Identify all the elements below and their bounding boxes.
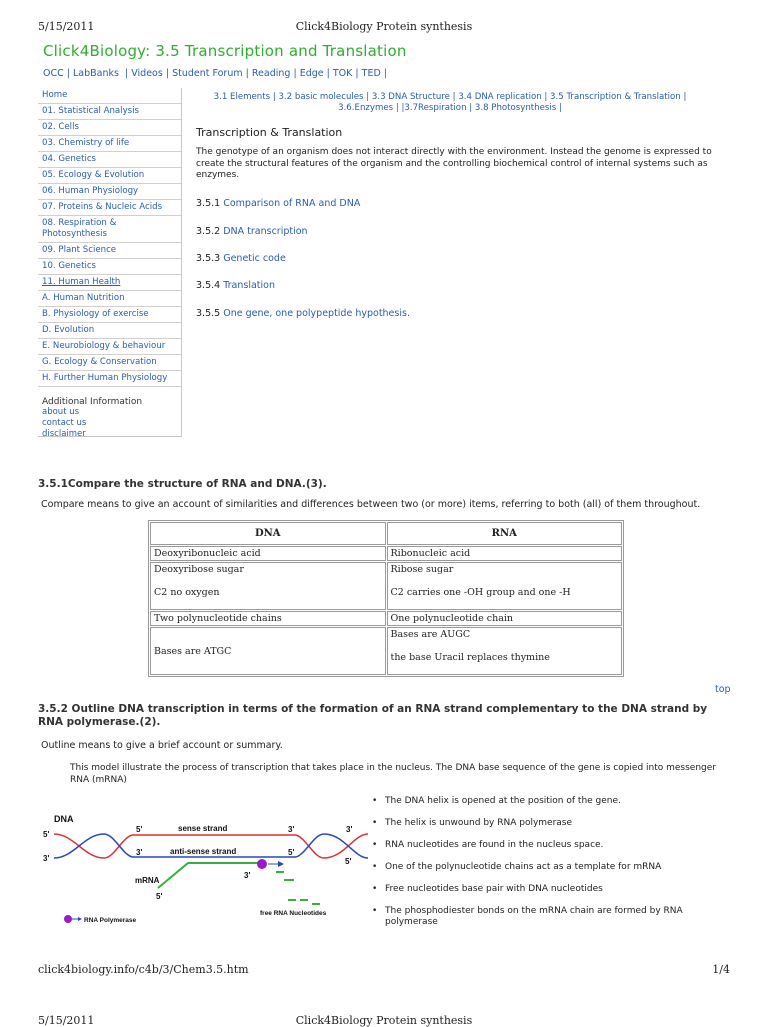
sidebar-item-neurobiology[interactable]: E. Neurobiology & behaviour [38, 339, 181, 355]
print-date: 5/15/2011 [38, 20, 95, 33]
dna-5prime-left: 5' [43, 830, 50, 839]
dna-label: DNA [54, 814, 74, 824]
dna-3prime-left: 3' [43, 854, 50, 863]
list-item: • The helix is unwound by RNA polymerase [370, 818, 720, 829]
rna-polymerase-dot [257, 859, 267, 869]
table-header-dna: DNA [150, 522, 386, 545]
nav-tok[interactable]: TOK [332, 68, 353, 79]
mrna-label: mRNA [135, 876, 160, 885]
legend-arrowhead [78, 917, 82, 921]
table-row [150, 627, 622, 675]
table-row [150, 546, 622, 561]
toc-number: 3.5.5 [196, 308, 221, 319]
sidebar [38, 88, 182, 437]
dna-5prime-right: 5' [345, 857, 352, 866]
footer-url: click4biology.info/c4b/3/Chem3.5.htm [38, 963, 249, 976]
sidebar-item-ecology-evolution[interactable]: 05. Ecology & Evolution [38, 168, 181, 184]
table-row [150, 611, 622, 626]
cell-line: Ribose sugar [390, 564, 454, 575]
table-header-row [150, 522, 622, 545]
sidebar-item-respiration-photosynthesis[interactable]: 08. Respiration & Photosynthesis [38, 216, 181, 243]
question-351-heading: 3.5.1Compare the structure of RNA and DNA.(3). [38, 478, 327, 490]
sense-3prime: 3' [288, 825, 295, 834]
toc-link-genetic-code[interactable]: Genetic code [223, 253, 286, 264]
sidebar-item-plant-science[interactable]: 09. Plant Science [38, 243, 181, 259]
next-page-title: Click4Biology Protein synthesis [295, 1014, 473, 1027]
sidebar-item-proteins-nucleic-acids[interactable]: 07. Proteins & Nucleic Acids [38, 200, 181, 216]
toc-item-2 [196, 226, 308, 237]
nav-ted[interactable]: TED [361, 68, 381, 79]
transcription-diagram [38, 808, 368, 928]
subnav-respiration[interactable]: 3.7Respiration [404, 103, 467, 113]
table-cell [387, 562, 623, 610]
sidebar-item-home[interactable]: Home [38, 88, 181, 104]
toc-link-transcription[interactable]: DNA transcription [223, 226, 308, 237]
sidebar-item-cells[interactable]: 02. Cells [38, 120, 181, 136]
toc-link-one-gene[interactable]: One gene, one polypeptide hypothesis. [223, 308, 410, 319]
footer-page-number: 1/4 [712, 963, 730, 976]
table-cell: Ribonucleic acid [387, 546, 623, 561]
subnav-dna-structure[interactable]: 3.3 DNA Structure [371, 92, 450, 102]
table-cell: Deoxyribonucleic acid [150, 546, 386, 561]
toc-item-4 [196, 280, 275, 291]
subnav-elements[interactable]: 3.1 Elements [213, 92, 271, 102]
chapter-navigation: 3.1 Elements | 3.2 basic molecules | 3.3 DNA Structure | 3.4 DNA replication | 3.5 Transcription & Translation | 3.6.Enzymes | |3.7Respiration | 3.8 Photosynthesis | [213, 92, 687, 113]
sidebar-item-evolution[interactable]: D. Evolution [38, 323, 181, 339]
table-cell [387, 627, 623, 675]
list-item: • The phosphodiester bonds on the mRNA chain are formed by RNA polymerase [370, 906, 720, 928]
sidebar-item-chemistry-of-life[interactable]: 03. Chemistry of life [38, 136, 181, 152]
mrna-5prime: 5' [156, 892, 163, 901]
toc-number: 3.5.3 [196, 253, 221, 264]
sidebar-item-genetics[interactable]: 04. Genetics [38, 152, 181, 168]
nav-reading[interactable]: Reading [251, 68, 291, 79]
section-heading: Transcription & Translation [196, 126, 343, 139]
sidebar-item-further-human-physiology[interactable]: H. Further Human Physiology [38, 371, 181, 387]
toc-number: 3.5.4 [196, 280, 221, 291]
intro-paragraph: The genotype of an organism does not interact directly with the environment. Instead the genome is expressed to create the structural features of the organism and the controlling biochemical control of internal systems such as enzymes. [196, 147, 712, 180]
antisense-5prime: 5' [288, 848, 295, 857]
outline-definition: Outline means to give a brief account or summary. [41, 740, 283, 751]
sidebar-item-human-health[interactable] [38, 275, 181, 291]
nav-student-forum[interactable]: Student Forum [172, 68, 243, 79]
disclaimer-link[interactable]: disclaimer [42, 429, 86, 439]
sidebar-item-human-nutrition[interactable]: A. Human Nutrition [38, 291, 181, 307]
sidebar-item-genetics-10[interactable]: 10. Genetics [38, 259, 181, 275]
cell-line: the base Uracil replaces thymine [390, 652, 550, 663]
sidebar-item-ecology-conservation[interactable]: G. Ecology & Conservation [38, 355, 181, 371]
antisense-strand-label: anti-sense strand [170, 847, 237, 856]
list-item: • Free nucleotides base pair with DNA nucleotides [370, 884, 720, 895]
sidebar-item-human-health-label: 11. Human Health [42, 277, 121, 287]
nav-edge[interactable]: Edge [299, 68, 324, 79]
print-header [38, 20, 730, 36]
sidebar-item-physiology-of-exercise[interactable]: B. Physiology of exercise [38, 307, 181, 323]
cell-line: Bases are ATGC [154, 645, 232, 657]
about-us-link[interactable]: about us [42, 407, 80, 417]
cell-line: Deoxyribose sugar [154, 564, 244, 575]
legend-polymerase-label: RNA Polymerase [84, 917, 137, 924]
table-cell: One polynucleotide chain [387, 611, 623, 626]
list-item: • RNA nucleotides are found in the nucleus space. [370, 840, 720, 851]
toc-item-5 [196, 308, 410, 319]
subnav-photosynthesis[interactable]: 3.8 Photosynthesis [474, 103, 557, 113]
cell-line: C2 carries one -OH group and one -H [390, 587, 571, 598]
list-item: • The DNA helix is opened at the position of the gene. [370, 796, 720, 807]
dna-rna-comparison-table [148, 520, 624, 677]
site-title: Click4Biology: 3.5 Transcription and Translation [43, 42, 407, 60]
additional-information-label: Additional Information [42, 397, 143, 407]
cell-line: Bases are AUGC [390, 629, 471, 640]
table-header-rna: RNA [387, 522, 623, 545]
toc-number: 3.5.2 [196, 226, 221, 237]
subnav-dna-replication[interactable]: 3.4 DNA replication [458, 92, 542, 102]
list-item: • One of the polynucleotide chains act as a template for mRNA [370, 862, 720, 873]
compare-definition: Compare means to give an account of similarities and differences between two (or more) items, referring to both (all) of them throughout. [41, 499, 701, 510]
subnav-transcription-translation[interactable]: 3.5 Transcription & Translation [550, 92, 681, 102]
polymerase-arrowhead [278, 861, 284, 867]
antisense-3prime: 3' [136, 848, 143, 857]
nav-occ[interactable]: OCC [43, 68, 64, 79]
dna-3prime-right: 3' [346, 825, 353, 834]
transcription-steps [370, 796, 720, 939]
toc-link-translation[interactable]: Translation [223, 280, 275, 291]
toc-item-3 [196, 253, 286, 264]
table-cell [150, 562, 386, 610]
top-navigation: OCC | LabBanks | Videos | Student Forum | Reading | Edge | TOK | TED | [43, 68, 387, 79]
nav-labbanks[interactable]: LabBanks [73, 68, 119, 79]
model-description: This model illustrate the process of transcription that takes place in the nucleus. The DNA base sequence of the gene is copied into messenger RNA (mRNA) [70, 763, 717, 785]
sense-5prime: 5' [136, 825, 143, 834]
nav-videos[interactable]: Videos [131, 68, 163, 79]
contact-us-link[interactable]: contact us [42, 418, 87, 428]
sense-strand-label: sense strand [178, 824, 228, 833]
subnav-enzymes[interactable]: 3.6.Enzymes [338, 103, 394, 113]
table-row [150, 562, 622, 610]
print-title: Click4Biology Protein synthesis [295, 20, 473, 33]
next-page-date: 5/15/2011 [38, 1014, 95, 1027]
table-cell [150, 627, 386, 675]
toc-link-comparison[interactable]: Comparison of RNA and DNA [223, 198, 361, 209]
toc-number: 3.5.1 [196, 198, 221, 209]
table-cell: Two polynucleotide chains [150, 611, 386, 626]
sidebar-item-statistical-analysis[interactable]: 01. Statistical Analysis [38, 104, 181, 120]
question-352-heading: 3.5.2 Outline DNA transcription in terms of the formation of an RNA strand complementary to the DNA strand by RNA polymerase.(2). [38, 703, 708, 728]
legend-polymerase-dot [64, 915, 72, 923]
cell-line: C2 no oxygen [154, 587, 220, 598]
top-link[interactable]: top [715, 684, 731, 695]
free-nucleotides-label: free RNA Nucleotides [260, 910, 327, 917]
toc-item-1 [196, 198, 360, 209]
subnav-basic-molecules[interactable]: 3.2 basic molecules [278, 92, 364, 102]
mrna-3prime: 3' [244, 871, 251, 880]
sidebar-item-human-physiology[interactable]: 06. Human Physiology [38, 184, 181, 200]
